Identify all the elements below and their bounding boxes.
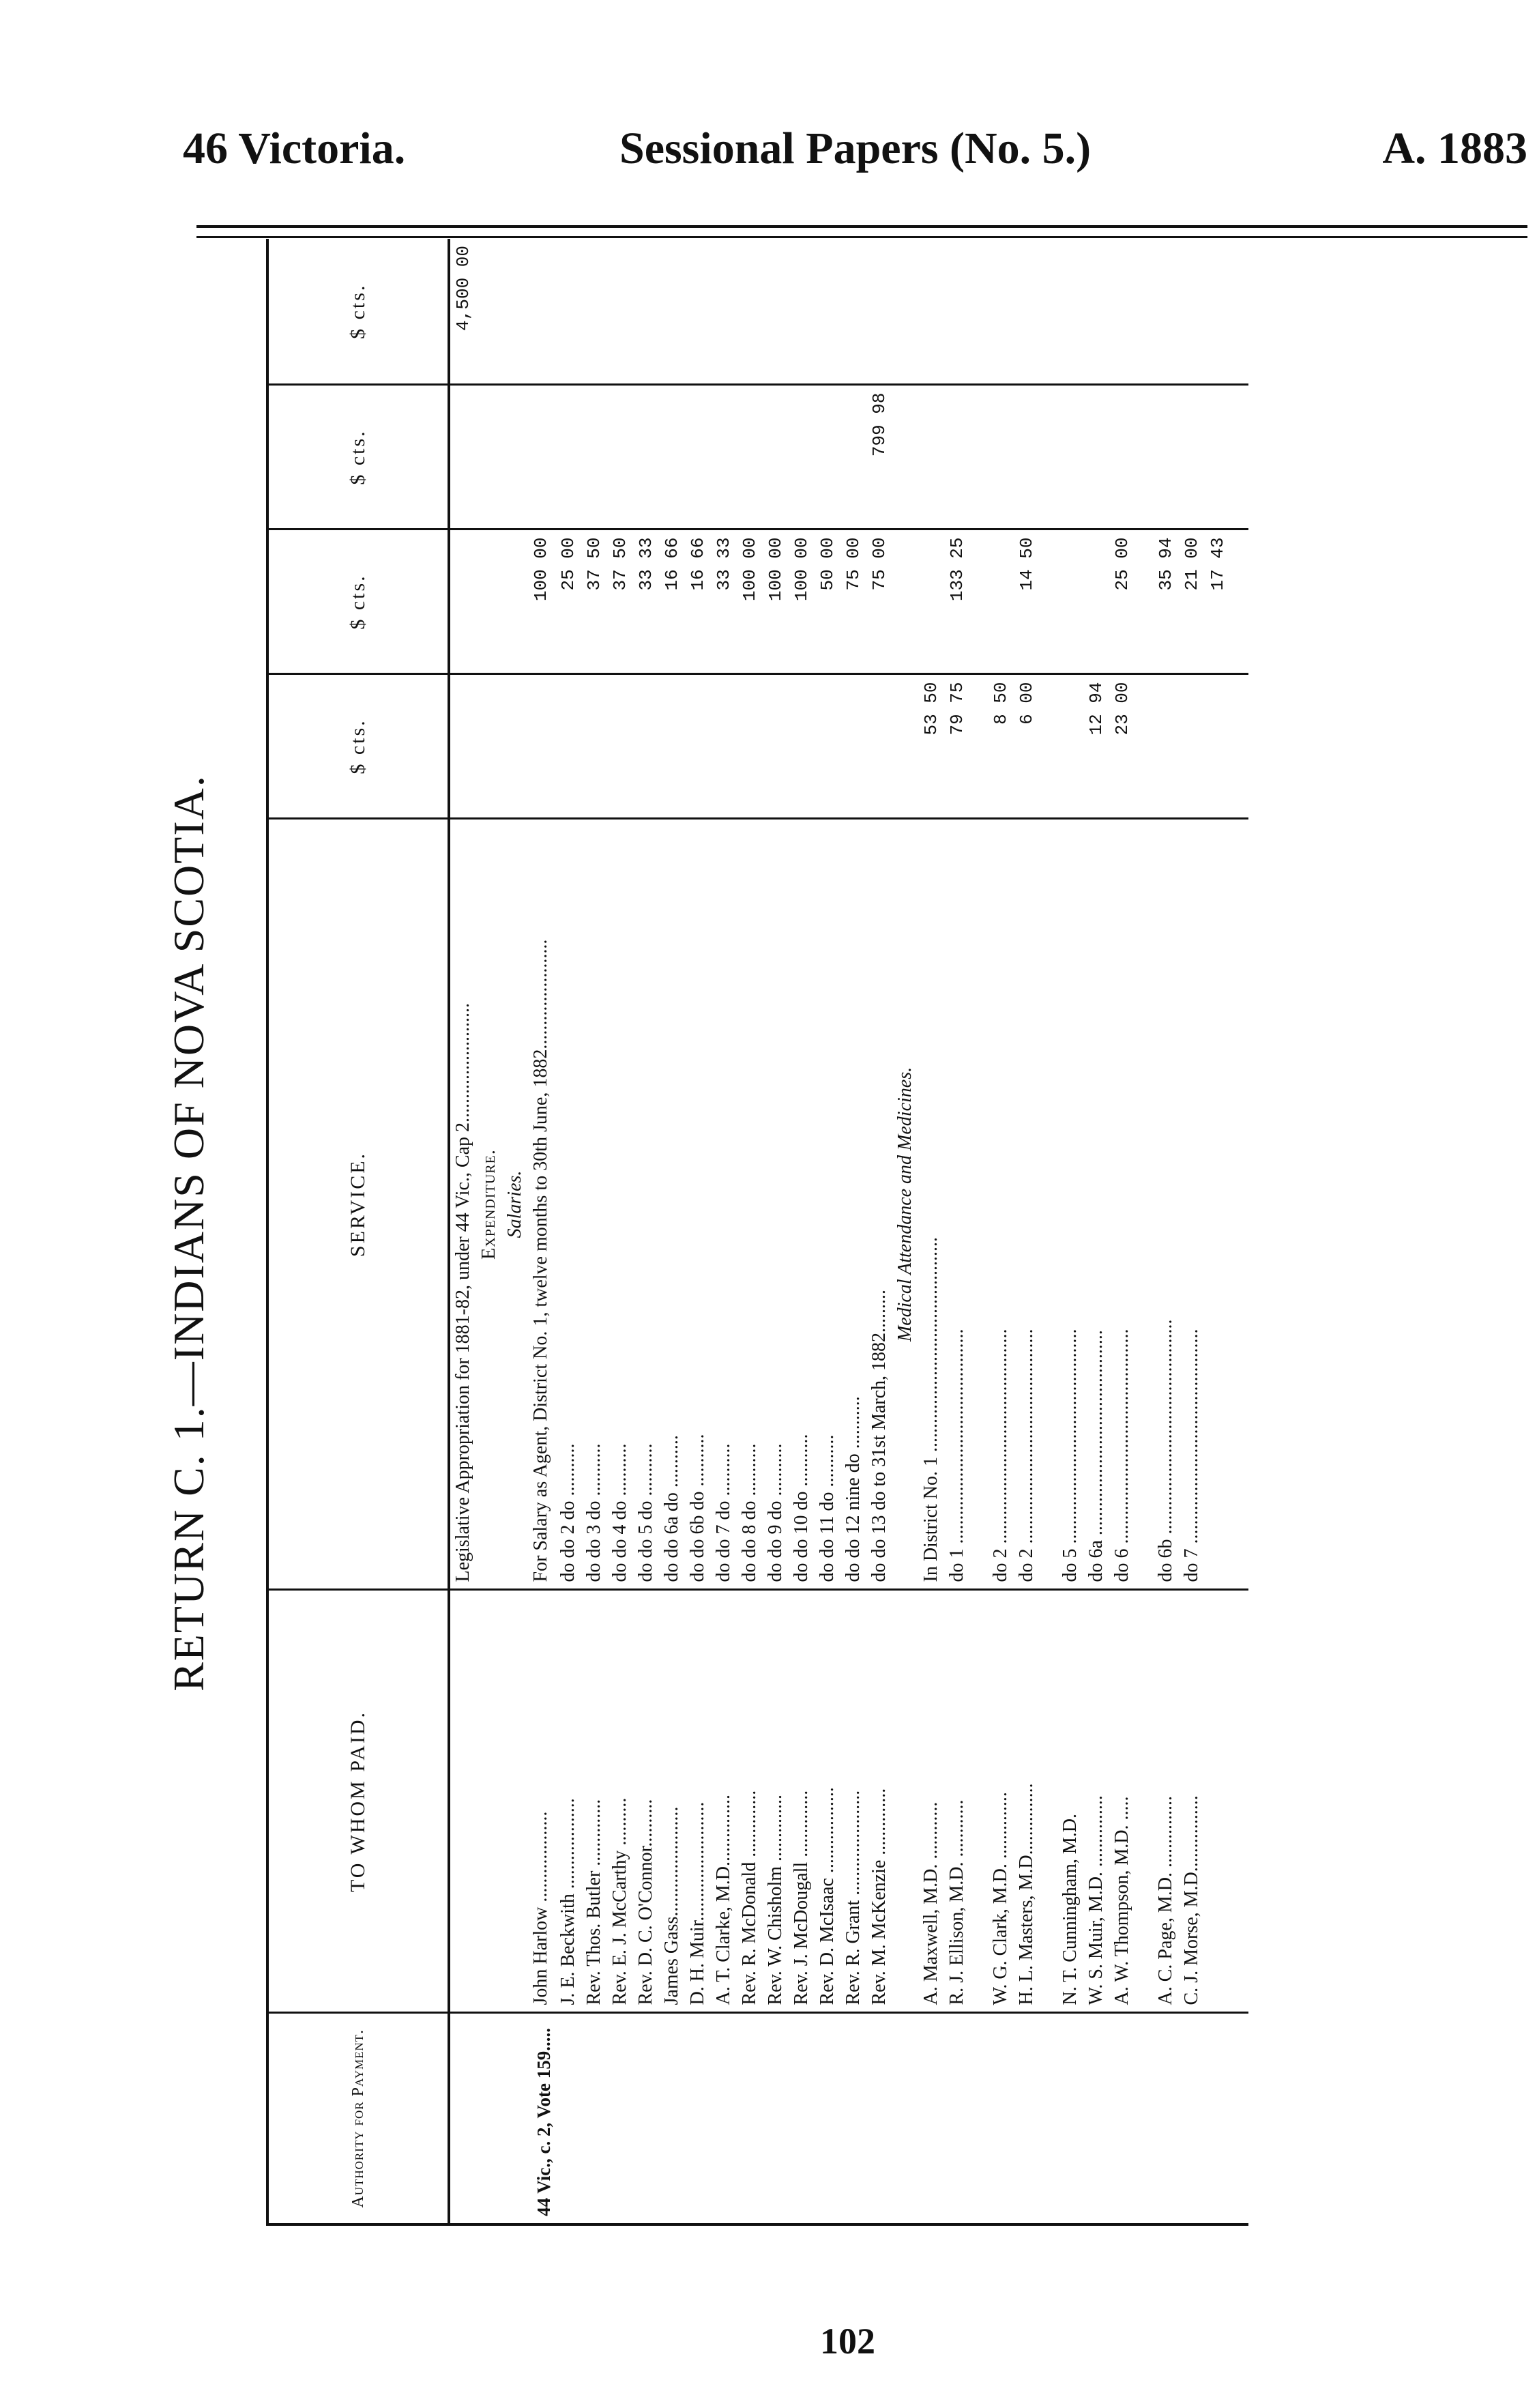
service-description: do do 10 do ........... [789, 819, 815, 1590]
money-header-3: $ cts. [267, 385, 449, 530]
medical-heading: Medical Attendance and Medicines. [892, 819, 918, 1590]
service-description: do 1 ............................................. [944, 819, 970, 1590]
service-description: do do 12 nine do ........... [840, 819, 866, 1590]
authority-cell [555, 2013, 581, 2224]
salary-rows [528, 239, 892, 2224]
salary-row [815, 239, 840, 2224]
service-description: For Salary as Agent, District No. 1, twelve months to 30th June, 1882....................... [528, 819, 555, 1590]
medical-row [1083, 239, 1109, 2224]
payee-name: Rev. D. C. O'Connor.......... [633, 1590, 659, 2013]
medical-rows [892, 239, 1248, 2224]
column-header-row [267, 239, 449, 2224]
service-description: do do 6a do ........... [659, 819, 685, 1590]
service-description: do 6b ............................................. [1153, 819, 1179, 1590]
money-header-4: $ cts. [267, 239, 449, 385]
salaries-total: 799 98 [866, 385, 892, 530]
medical-row [1014, 239, 1040, 2224]
medical-row [918, 239, 944, 2224]
salary-row [659, 239, 685, 2224]
authority-cell [659, 2013, 685, 2224]
payee-name: N. T. Cunningham, M.D. [1057, 1590, 1083, 2013]
payee-name: Rev. D. McIsaac .................. [815, 1590, 840, 2013]
service-description: do 2 ............................................. [988, 819, 1014, 1590]
medical-row [1057, 239, 1083, 2224]
payee-name: Rev. R. Grant ...................... [840, 1590, 866, 2013]
medical-amount [1153, 674, 1179, 819]
medical-group-total: 14 50 [1014, 530, 1040, 674]
salary-row [581, 239, 607, 2224]
medical-heading-row [892, 239, 918, 2224]
payee-name: D. H. Muir......................... [685, 1590, 711, 2013]
payee-name: Rev. W. Chisholm .............. [763, 1590, 789, 2013]
service-description: do 6 ............................................. [1109, 819, 1135, 1590]
salary-row [789, 239, 815, 2224]
salary-row [840, 239, 866, 2224]
authority-cell [866, 2013, 892, 2224]
payee-name: John Harlow ................... [528, 1590, 555, 2013]
authority-cell [763, 2013, 789, 2224]
medical-amount: 6 00 [1014, 674, 1040, 819]
authority-cell [581, 2013, 607, 2224]
payee-name: James Gass....................... [659, 1590, 685, 2013]
medical-amount: 8 50 [988, 674, 1014, 819]
salary-row [711, 239, 737, 2224]
medical-amount: 53 50 [918, 674, 944, 819]
payee-name: C. J. Morse, M.D................ [1179, 1590, 1205, 2013]
appropriation-row [449, 239, 476, 2224]
authority-cell [685, 2013, 711, 2224]
ledger-table [266, 239, 1248, 2226]
medical-amount: 12 94 [1083, 674, 1109, 819]
authority-cell [528, 2013, 555, 2224]
payee-name: A. T. Clarke, M.D............... [711, 1590, 737, 2013]
medical-row [944, 239, 970, 2224]
medical-amount: 79 75 [944, 674, 970, 819]
medical-row [1205, 239, 1231, 2224]
whom-cell [449, 1590, 476, 2013]
money-header-1: $ cts. [267, 674, 449, 819]
salaries-heading: Salaries. [502, 819, 528, 1590]
payee-name: R. J. Ellison, M.D. ............ [944, 1590, 970, 2013]
service-description: do 2 ............................................. [1014, 819, 1040, 1590]
authority-cell [840, 2013, 866, 2224]
return-title: RETURN C. 1.—INDIANS OF NOVA SCOTIA. [164, 774, 213, 1692]
running-header-center: Sessional Papers (No. 5.) [619, 124, 1092, 173]
authority-text: 44 Vic., c. 2, Vote 159..... [533, 2028, 554, 2216]
salary-row [555, 239, 581, 2224]
salary-row [633, 239, 659, 2224]
service-description: do 6a ........................................... [1083, 819, 1109, 1590]
group-spacer [1040, 239, 1057, 2224]
group-spacer [970, 239, 988, 2224]
medical-group-total: 17 43 [1205, 530, 1231, 674]
service-description: do do 7 do ........... [711, 819, 737, 1590]
payee-name: W. G. Clark, M.D. .............. [988, 1590, 1014, 2013]
service-description: do 7 ............................................. [1179, 819, 1205, 1590]
salary-row [866, 239, 892, 2224]
medical-group-total: 25 00 [1109, 530, 1135, 674]
payee-name: Rev. R. McDonald .............. [737, 1590, 763, 2013]
running-header-right: A. 1883 [1382, 124, 1527, 173]
service-description: do do 3 do ........... [581, 819, 607, 1590]
payee-name: Rev. J. McDougall .............. [789, 1590, 815, 2013]
authority-cell [789, 2013, 815, 2224]
running-header-left: 46 Victoria. [183, 124, 406, 173]
group-spacer [1135, 239, 1153, 2224]
authority-cell [711, 2013, 737, 2224]
medical-group-total: 21 00 [1179, 530, 1205, 674]
salary-amount: 33 33 [633, 530, 659, 674]
service-description: do do 8 do ........... [737, 819, 763, 1590]
expenditure-heading: Expenditure. [476, 819, 502, 1590]
money-header-2: $ cts. [267, 530, 449, 674]
authority-header: Authority for Payment. [267, 2013, 449, 2224]
salary-amount: 25 00 [555, 530, 581, 674]
authority-cell [815, 2013, 840, 2224]
authority-cell [449, 2013, 476, 2224]
appropriation-service: Legislative Appropriation for 1881-82, under 44 Vic., Cap 2......................... [449, 819, 476, 1590]
whom-header: TO WHOM PAID. [267, 1590, 449, 2013]
header-rule-thin [196, 236, 1527, 238]
medical-row [1153, 239, 1179, 2224]
medical-row [1109, 239, 1135, 2224]
medical-row [1179, 239, 1205, 2224]
medical-group-total: 133 25 [944, 530, 970, 674]
salary-amount: 50 00 [815, 530, 840, 674]
salary-row [737, 239, 763, 2224]
group-spacer [1231, 239, 1248, 2224]
service-description: In District No. 1 ............................................. [918, 819, 944, 1590]
salary-row [528, 239, 555, 2224]
rotated-ledger-page [164, 240, 1528, 2226]
salary-amount: 100 00 [737, 530, 763, 674]
medical-amount: 23 00 [1109, 674, 1135, 819]
medical-amount [1057, 674, 1083, 819]
salary-row [607, 239, 633, 2224]
payee-name: Rev. Thos. Butler .............. [581, 1590, 607, 2013]
header-rule [196, 225, 1527, 228]
payee-name: H. L. Masters, M.D............... [1014, 1590, 1040, 2013]
medical-row [988, 239, 1014, 2224]
salary-amount: 37 50 [581, 530, 607, 674]
payee-name: A. W. Thompson, M.D. ..... [1109, 1590, 1135, 2013]
salary-amount: 100 00 [789, 530, 815, 674]
authority-cell [607, 2013, 633, 2224]
salary-row [685, 239, 711, 2224]
salary-amount: 33 33 [711, 530, 737, 674]
payee-name: A. C. Page, M.D. ............... [1153, 1590, 1179, 2013]
salary-amount: 100 00 [763, 530, 789, 674]
salary-amount: 37 50 [607, 530, 633, 674]
payee-name: J. E. Beckwith ................... [555, 1590, 581, 2013]
payee-name: Rev. M. McKenzie .............. [866, 1590, 892, 2013]
authority-cell [633, 2013, 659, 2224]
medical-group-total: 35 94 [1153, 530, 1179, 674]
medical-amount [1179, 674, 1205, 819]
salary-row [763, 239, 789, 2224]
service-description: do do 9 do ........... [763, 819, 789, 1590]
service-description: do do 6b do ........... [685, 819, 711, 1590]
salary-amount: 100 00 [528, 530, 555, 674]
payee-name: Rev. E. J. McCarthy .......... [607, 1590, 633, 2013]
payee-name: W. S. Muir, M.D. ............... [1083, 1590, 1109, 2013]
salary-amount: 75 00 [866, 530, 892, 674]
service-description: do do 5 do ........... [633, 819, 659, 1590]
salary-amount: 75 00 [840, 530, 866, 674]
salary-amount: 16 66 [659, 530, 685, 674]
service-header: SERVICE. [267, 819, 449, 1590]
page-number: 102 [820, 2321, 875, 2362]
payee-name: A. Maxwell, M.D. ............ [918, 1590, 944, 2013]
service-description: do do 13 do to 31st March, 1882......... [866, 819, 892, 1590]
salary-amount: 16 66 [685, 530, 711, 674]
service-description: do do 4 do ........... [607, 819, 633, 1590]
salaries-heading-row [502, 239, 528, 2224]
service-description: do 5 ............................................. [1057, 819, 1083, 1590]
service-description: do do 11 do ........... [815, 819, 840, 1590]
service-description: do do 2 do ........... [555, 819, 581, 1590]
expenditure-heading-row [476, 239, 502, 2224]
appropriation-amount: 4,500 00 [449, 239, 476, 385]
authority-cell [737, 2013, 763, 2224]
